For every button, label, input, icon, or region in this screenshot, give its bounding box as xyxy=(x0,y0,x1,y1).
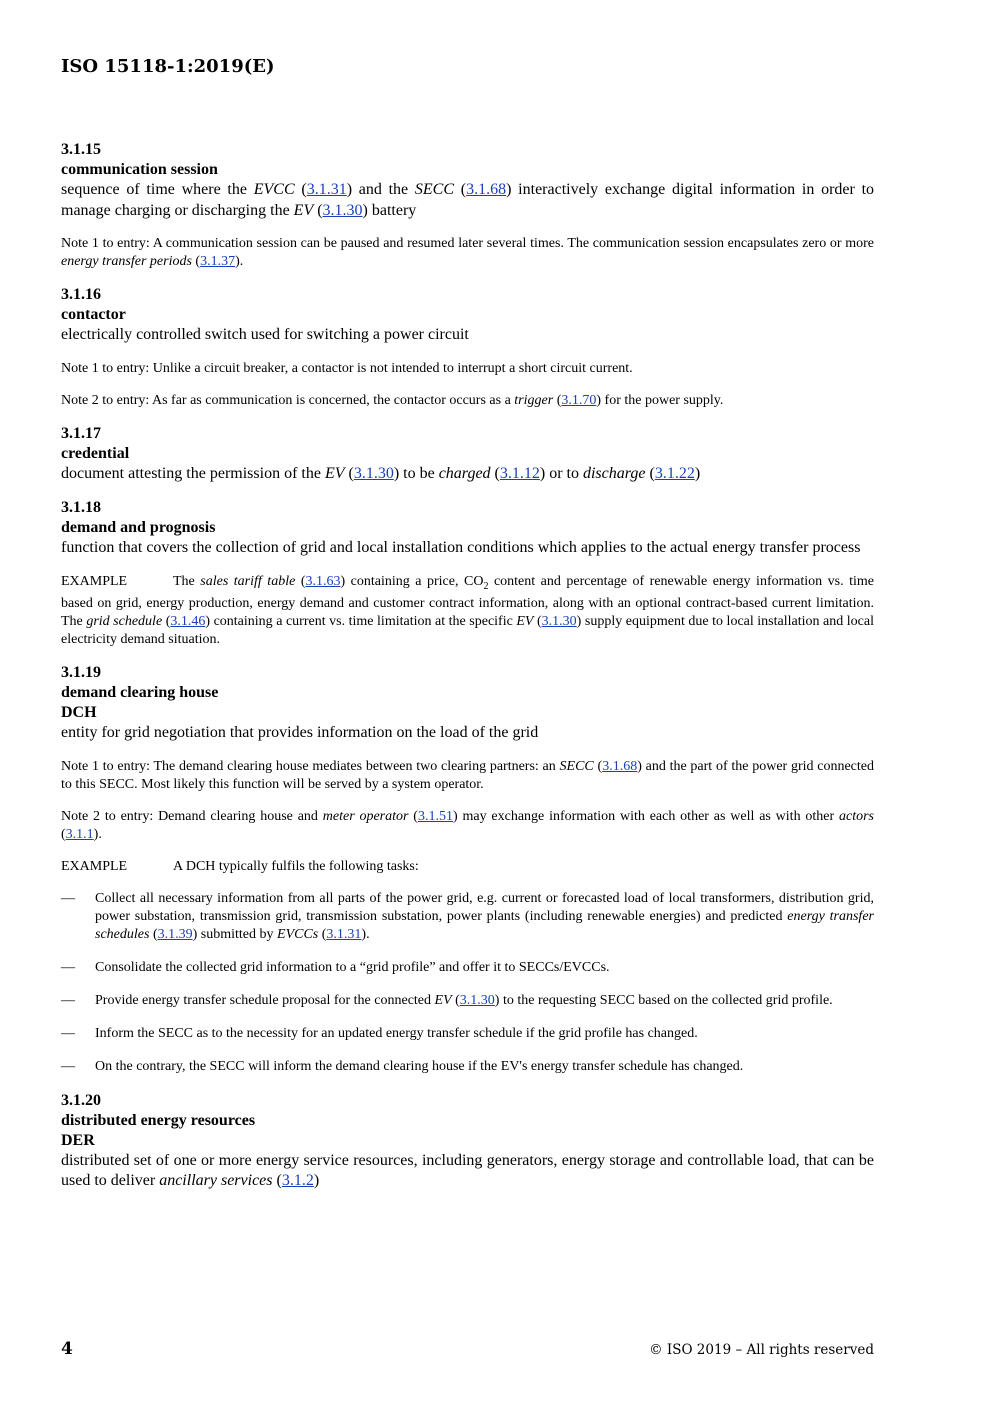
dash-bullet: — xyxy=(61,1025,75,1041)
list-item xyxy=(61,1058,874,1076)
dash-bullet: — xyxy=(61,1058,75,1074)
text: EV xyxy=(434,992,452,1008)
text: The xyxy=(173,573,201,589)
example xyxy=(61,858,874,876)
term-number: 3.1.16 xyxy=(61,286,101,303)
text: content and percentage of renewable energy information vs. time based on grid, energy production, energy demand and customer contract information, along with an optional contract-based current limitation. The xyxy=(61,573,874,630)
text: EV xyxy=(293,201,314,219)
text: to the requesting SECC based on the collected grid profile. xyxy=(499,992,833,1008)
term-number: 3.1.20 xyxy=(61,1091,101,1109)
cross-reference-link[interactable]: 3.1.63 xyxy=(305,573,341,589)
dash-bullet: — xyxy=(61,959,75,975)
text: containing a current vs. time limitation at the specific xyxy=(210,614,517,630)
list-item xyxy=(61,959,874,977)
cross-reference-link[interactable]: 3.1.39 xyxy=(157,926,193,942)
text: sequence of time where the xyxy=(61,181,254,198)
term-3-1-17 xyxy=(61,424,874,485)
cross-reference-link[interactable]: 3.1.70 xyxy=(561,392,597,408)
text: supply equipment due to local installation and local electricity demand situation. xyxy=(61,614,874,648)
term-name: distributed energy resources xyxy=(61,1111,256,1129)
text: may exchange information with each other as well as with other xyxy=(457,808,839,824)
text: energy transfer schedules xyxy=(95,908,874,942)
text: . xyxy=(239,254,244,269)
text: energy transfer periods xyxy=(61,254,192,269)
task-list xyxy=(61,890,874,1076)
term-definition: sequence of time where the EVCC (3.1.31) and the SECC (3.1.68) interactively exchange digital information in order to manage charging or discharging the EV (3.1.30) battery xyxy=(61,181,875,219)
text: Collect all necessary information from all parts of the power grid, e.g. current or forecasted load of local transformers, distribution grid, power substation, transmission grid, transmission substation, power plants (including renewable energies) and predicted xyxy=(95,890,874,924)
term-3-1-19 xyxy=(61,663,874,1076)
text: meter operator xyxy=(322,808,409,824)
term-definition: document attesting the permission of the EV (3.1.30) to be charged (3.1.12) or to discharge (3.1.22) xyxy=(61,464,701,482)
cross-reference-link[interactable]: 3.1.46 xyxy=(170,614,206,630)
term-number: 3.1.19 xyxy=(61,664,101,682)
text: EV xyxy=(516,614,534,630)
page-number: 4 xyxy=(61,1339,73,1359)
text: sales tariff table xyxy=(200,573,296,589)
text: trigger xyxy=(514,392,554,408)
text: actors xyxy=(839,808,874,824)
document-body xyxy=(61,140,874,1206)
term-3-1-15 xyxy=(61,140,874,271)
term-name: credential xyxy=(61,444,130,462)
note-2: Note 2 to entry: Demand clearing house and meter operator (3.1.51) may exchange information with each other as well as with other actors (3.1.1). xyxy=(61,808,874,842)
example: EXAMPLE The sales tariff table (3.1.63) containing a price, $CO_2$ content and percentage of renewable energy information vs. time based on grid, energy production, energy demand and customer contract information, along with an optional contract-based current limitation. The grid schedule (3.1.46) containing a current vs. time limitation at the specific EV (3.1.30) supply equipment due to local installation and local electricity demand situation. xyxy=(61,573,874,648)
text: and the xyxy=(352,181,415,198)
example-label: EXAMPLE xyxy=(61,573,128,589)
text: EV xyxy=(324,464,345,482)
term-definition: electrically controlled switch used for switching a power circuit xyxy=(61,326,469,343)
example-label: EXAMPLE xyxy=(61,858,128,874)
text: On the contrary, the SECC will inform the demand clearing house if the EV's energy transfer schedule has changed. xyxy=(95,1058,744,1074)
cross-reference-link[interactable]: 3.1.31 xyxy=(306,181,347,198)
cross-reference-link[interactable]: 3.1.30 xyxy=(353,464,394,482)
term-name: demand and prognosis xyxy=(61,519,216,536)
text: grid schedule xyxy=(86,614,163,630)
text: battery xyxy=(367,201,417,219)
subscript: 2 xyxy=(483,580,489,592)
term-abbreviation: DER xyxy=(61,1131,95,1149)
term-number: 3.1.18 xyxy=(61,499,101,516)
text: . xyxy=(98,826,102,842)
copyright-notice: © ISO 2019 – All rights reserved xyxy=(649,1342,874,1358)
text: EVCC xyxy=(253,181,295,198)
text: . xyxy=(366,926,370,942)
text: SECC xyxy=(414,181,455,198)
term-name: contactor xyxy=(61,306,126,323)
note-1: Note 1 to entry: The demand clearing house mediates between two clearing partners: an SECC (3.1.68) and the part of the power grid connected to this SECC. Most likely this function will be served by a system operator. xyxy=(61,758,874,792)
term-definition: function that covers the collection of grid and local installation conditions which applies to the actual energy transfer process xyxy=(61,539,861,556)
note-1: Note 1 to entry: Unlike a circuit breaker, a contactor is not intended to interrupt a short circuit current. xyxy=(61,360,633,376)
text: A DCH typically fulfils the following tasks: xyxy=(173,858,419,874)
dash-bullet: — xyxy=(61,890,75,906)
text: Inform the SECC as to the necessity for an updated energy transfer schedule if the grid profile has changed. xyxy=(95,1025,698,1041)
text: ancillary services xyxy=(159,1172,273,1190)
document-header: ISO 15118-1:2019(E) xyxy=(61,56,275,77)
cross-reference-link[interactable]: 3.1.30 xyxy=(459,992,495,1008)
text: Consolidate the collected grid information to a “grid profile” and offer it to SECCs/EVCCs. xyxy=(95,959,610,975)
text: containing a price, CO xyxy=(345,573,484,589)
text: Provide energy transfer schedule proposal for the connected xyxy=(95,992,435,1008)
text: distributed set of one or more energy service resources, including generators, energy storage and controllable load, that can be used to deliver xyxy=(61,1151,874,1190)
term-3-1-16 xyxy=(61,285,874,410)
text: Note 2 to entry: As far as communication is concerned, the contactor occurs as a xyxy=(61,392,515,408)
cross-reference-link[interactable]: 3.1.30 xyxy=(322,201,363,219)
text: for the power supply. xyxy=(601,392,724,408)
cross-reference-link[interactable]: 3.1.22 xyxy=(654,464,695,482)
text: Note 1 to entry: A communication session can be paused and resumed later several times. The communication session encapsulates zero or more xyxy=(61,236,874,251)
list-item: — Provide energy transfer schedule proposal for the connected EV (3.1.30) to the requesting SECC based on the collected grid profile. xyxy=(61,992,833,1008)
term-number: 3.1.15 xyxy=(61,141,101,158)
term-abbreviation: DCH xyxy=(61,704,97,722)
term-name: demand clearing house xyxy=(61,684,219,702)
list-item: — Collect all necessary information from all parts of the power grid, e.g. current or forecasted load of local transformers, distribution grid, power substation, transmission grid, transmission substation, power plants (including renewable energies) and predicted energy transfer schedules (3.1.39) submitted by EVCCs (3.1.31). xyxy=(61,890,874,942)
note-1: Note 1 to entry: A communication session can be paused and resumed later several times. The communication session encapsulates zero or more energy transfer periods (3.1.37). xyxy=(61,236,874,269)
cross-reference-link[interactable]: 3.1.68 xyxy=(466,181,507,198)
term-3-1-20 xyxy=(61,1091,874,1192)
text: to be xyxy=(399,464,439,482)
cross-reference-link[interactable]: 3.1.68 xyxy=(602,758,638,774)
dash-bullet: — xyxy=(61,992,75,1008)
text: Note 2 to entry: Demand clearing house and xyxy=(61,808,323,824)
cross-reference-link[interactable]: 3.1.30 xyxy=(541,614,577,630)
term-3-1-18 xyxy=(61,498,874,649)
term-definition: distributed set of one or more energy service resources, including generators, energy storage and controllable load, that can be used to deliver ancillary services (3.1.2) xyxy=(61,1151,874,1190)
text: and the part of the power grid connected to this SECC. Most likely this function will be served by a system operator. xyxy=(61,758,874,792)
text: or to xyxy=(545,464,583,482)
cross-reference-link[interactable]: 3.1.37 xyxy=(200,254,236,269)
text: interactively exchange digital information in order to manage charging or discharging the xyxy=(61,181,875,219)
text: charged xyxy=(438,464,491,482)
list-item xyxy=(61,1025,874,1043)
term-definition: entity for grid negotiation that provides information on the load of the grid xyxy=(61,724,539,742)
text: document attesting the permission of the xyxy=(61,464,325,482)
text: SECC xyxy=(559,758,594,774)
text: Note 1 to entry: The demand clearing house mediates between two clearing partners: an xyxy=(61,758,560,774)
text: EVCCs xyxy=(277,926,319,942)
term-number: 3.1.17 xyxy=(61,424,101,442)
cross-reference-link[interactable]: 3.1.12 xyxy=(499,464,540,482)
cross-reference-link[interactable]: 3.1.31 xyxy=(326,926,362,942)
cross-reference-link[interactable]: 3.1.1 xyxy=(65,826,94,842)
cross-reference-link[interactable]: 3.1.2 xyxy=(281,1172,314,1190)
term-name: communication session xyxy=(61,161,218,178)
text: submitted by xyxy=(197,926,278,942)
cross-reference-link[interactable]: 3.1.51 xyxy=(417,808,453,824)
note-2: Note 2 to entry: As far as communication is concerned, the contactor occurs as a trigger (3.1.70) for the power supply. xyxy=(61,392,724,408)
text: discharge xyxy=(582,464,646,482)
